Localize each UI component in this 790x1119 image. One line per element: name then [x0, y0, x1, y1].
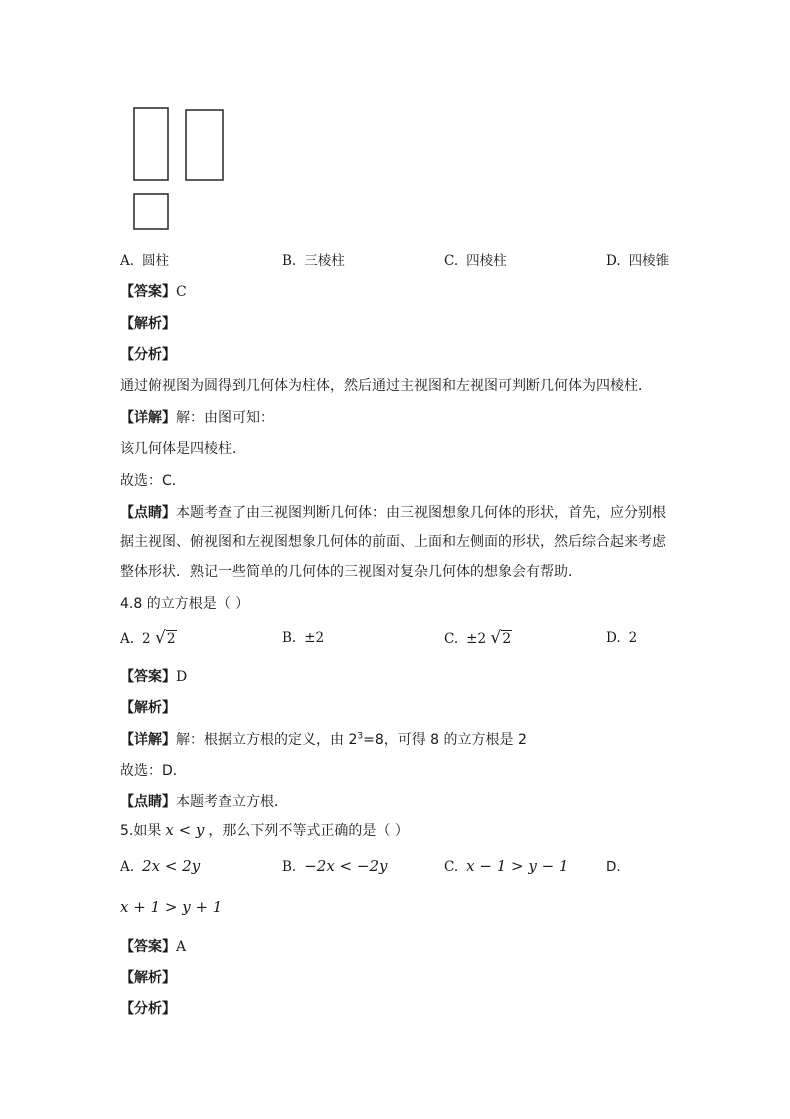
q4-choose: 故选：D．	[120, 763, 187, 779]
q3-dianjing-line3: 整体形状．熟记一些简单的几何体的三视图对复杂几何体的想象会有帮助．	[120, 564, 582, 580]
q4-jiexi-heading: 【解析】	[120, 700, 176, 716]
q4-detail: 【详解】解：根据立方根的定义，由 $2^3=8$，可得 8 的立方根是 2	[120, 731, 527, 748]
top-view-rect	[134, 194, 168, 229]
q4-option-c: C. ±2 √2	[444, 628, 512, 648]
q3-choose: 故选：C．	[120, 473, 186, 489]
q4-answer: 【答案】D	[120, 669, 188, 685]
q5-stem: 5.如果 x < y ，那么下列不等式正确的是（ ）	[120, 821, 409, 839]
front-view-rect	[134, 108, 168, 180]
q5-option-d-math: x + 1 > y + 1	[120, 898, 223, 916]
q3-answer: 【答案】C	[120, 284, 187, 300]
q3-fenxi-heading: 【分析】	[120, 347, 176, 363]
q3-option-b: B. 三棱柱	[282, 253, 345, 269]
three-view-figure	[128, 104, 232, 234]
q5-answer: 【答案】A	[120, 939, 187, 955]
q3-option-a: A. 圆柱	[120, 253, 170, 269]
q4-option-b: B. ±2	[282, 630, 325, 646]
side-view-rect	[186, 110, 223, 180]
sqrt-symbol: √2	[490, 628, 512, 648]
q3-analysis-text: 通过俯视图为圆得到几何体为柱体，然后通过主视图和左视图可判断几何体为四棱柱．	[120, 378, 652, 394]
q3-detail-line2: 该几何体是四棱柱．	[120, 441, 246, 457]
q3-dianjing-line1: 【点睛】本题考查了由三视图判断几何体：由三视图想象几何体的形状，首先，应分别根	[120, 505, 666, 521]
q3-dianjing-line2: 据主视图、俯视图和左视图想象几何体的前面、上面和左侧面的形状，然后综合起来考虑	[120, 534, 666, 550]
q5-fenxi-heading: 【分析】	[120, 1001, 176, 1017]
q3-detail: 【详解】解：由图可知：	[120, 410, 274, 426]
q5-option-d-letter: D.	[606, 859, 621, 875]
q5-option-b: B. −2x < −2y	[282, 857, 388, 875]
q4-option-a: A. 2 √2	[120, 628, 176, 648]
q3-option-c: C. 四棱柱	[444, 253, 507, 269]
q4-stem: 4.8 的立方根是（ ）	[120, 596, 250, 612]
q4-dianjing: 【点睛】本题考查立方根．	[120, 794, 288, 810]
q5-option-c: C. x − 1 > y − 1	[444, 857, 569, 875]
q4-option-d: D. 2	[606, 630, 638, 646]
q3-option-d: D. 四棱锥	[606, 253, 670, 269]
q5-option-a: A. 2x < 2y	[120, 857, 201, 875]
sqrt-symbol: √2	[154, 628, 176, 648]
q5-jiexi-heading: 【解析】	[120, 970, 176, 986]
q3-jiexi-heading: 【解析】	[120, 316, 176, 332]
